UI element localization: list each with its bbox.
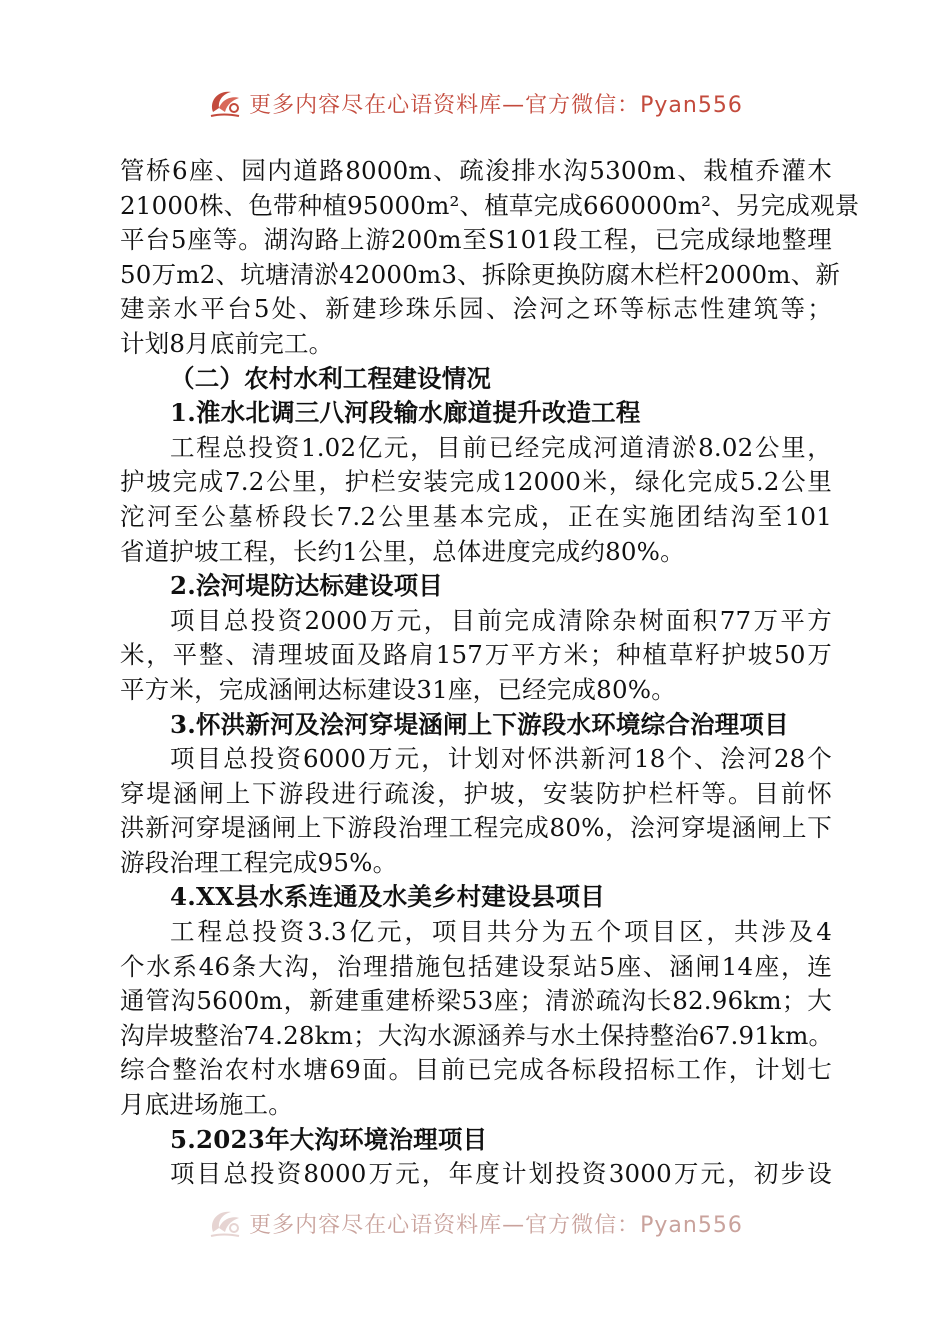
paragraph-line: 沟岸坡整治74.28km；大沟水源涵养与水土保持整治67.91km。 — [120, 1020, 834, 1050]
paragraph-line: 穿堤涵闸上下游段进行疏浚，护坡，安装防护栏杆等。目前怀 — [120, 778, 832, 808]
subsection-heading: 5.2023年大沟环境治理项目 — [170, 1124, 488, 1154]
leaf-swirl-logo-icon — [207, 86, 243, 120]
paragraph-line: 通管沟5600m，新建重建桥梁53座；清淤疏沟长82.96km；大 — [120, 986, 832, 1016]
section-heading: （二）农村水利工程建设情况 — [170, 363, 492, 393]
footer-watermark — [0, 1203, 950, 1243]
paragraph-line: 省道护坡工程，长约1公里，总体进度完成约80%。 — [120, 536, 685, 566]
paragraph-line: 洪新河穿堤涵闸上下游段治理工程完成80%，浍河穿堤涵闸上下 — [120, 813, 832, 843]
paragraph-line: 平方米，完成涵闸达标建设31座，已经完成80%。 — [120, 674, 676, 704]
leaf-swirl-logo-icon — [207, 1206, 243, 1240]
paragraph-line: 项目总投资2000万元，目前完成清除杂树面积77万平方 — [170, 605, 832, 635]
subsection-heading: 1.淮水北调三八河段输水廊道提升改造工程 — [170, 398, 641, 428]
paragraph-line: 项目总投资8000万元，年度计划投资3000万元，初步设 — [170, 1159, 832, 1189]
paragraph-line: 护坡完成7.2公里，护栏安装完成12000米，绿化完成5.2公里 — [120, 467, 832, 497]
watermark-text: 更多内容尽在心语资料库—官方微信：Pyan556 — [249, 1212, 743, 1238]
paragraph-line: 21000株、色带种植95000m²、植草完成660000m²、另完成观景 — [120, 190, 860, 220]
subsection-heading: 2.浍河堤防达标建设项目 — [170, 571, 443, 601]
paragraph-line: 月底进场施工。 — [120, 1090, 293, 1120]
watermark-text: 更多内容尽在心语资料库—官方微信：Pyan556 — [249, 92, 743, 118]
paragraph-line: 沱河至公墓桥段长7.2公里基本完成，正在实施团结沟至101 — [120, 501, 832, 531]
paragraph-line: 游段治理工程完成95%。 — [120, 847, 398, 877]
paragraph-line: 项目总投资6000万元，计划对怀洪新河18个、浍河28个 — [170, 744, 832, 774]
document-body — [120, 154, 860, 1192]
paragraph-line: 计划8月底前完工。 — [120, 328, 334, 358]
paragraph-line: 工程总投资3.3亿元，项目共分为五个项目区，共涉及4 — [170, 917, 832, 947]
paragraph-line: 平台5座等。湖沟路上游200m至S101段工程，已完成绿地整理 — [120, 225, 832, 255]
subsection-heading: 3.怀洪新河及浍河穿堤涵闸上下游段水环境综合治理项目 — [170, 709, 789, 739]
paragraph-line: 综合整治农村水塘69面。目前已完成各标段招标工作，计划七 — [120, 1055, 832, 1085]
paragraph-line: 管桥6座、园内道路8000m、疏浚排水沟5300m、栽植乔灌木 — [120, 156, 832, 185]
paragraph-line: 工程总投资1.02亿元，目前已经完成河道清淤8.02公里， — [170, 432, 832, 462]
header-watermark — [0, 83, 950, 123]
paragraph-line: 建亲水平台5处、新建珍珠乐园、浍河之环等标志性建筑等； — [120, 294, 832, 324]
paragraph-line: 50万m2、坑塘清淤42000m3、拆除更换防腐木栏杆2000m、新 — [120, 259, 841, 289]
subsection-heading: 4.XX县水系连通及水美乡村建设县项目 — [170, 882, 605, 912]
paragraph-line: 个水系46条大沟，治理措施包括建设泵站5座、涵闸14座，连 — [120, 951, 832, 981]
paragraph-line: 米，平整、清理坡面及路肩157万平方米；种植草籽护坡50万 — [120, 640, 832, 670]
